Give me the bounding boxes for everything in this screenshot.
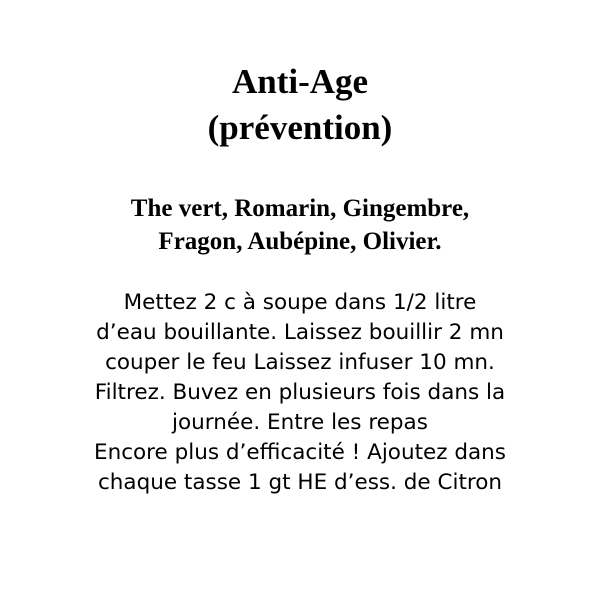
ingredients-line-1: The vert, Romarin, Gingembre,: [130, 195, 470, 222]
instruction-line: chaque tasse 1 gt HE d’ess. de Citron: [97, 470, 503, 495]
instruction-line: Filtrez. Buvez en plusieurs fois dans la: [94, 380, 506, 405]
instruction-line: Encore plus d’efficacité ! Ajoutez dans: [93, 440, 507, 465]
instruction-line: couper le feu Laissez infuser 10 mn.: [105, 350, 495, 375]
page-subtitle: (prévention): [207, 108, 393, 147]
instruction-line: journée. Entre les repas: [172, 410, 428, 435]
page-title: Anti-Age: [231, 62, 369, 101]
ingredients-line-2: Fragon, Aubépine, Olivier.: [158, 228, 442, 255]
instruction-line: Mettez 2 c à soupe dans 1/2 litre: [123, 290, 477, 315]
instruction-line: d’eau bouillante. Laissez bouillir 2 mn: [96, 320, 504, 345]
